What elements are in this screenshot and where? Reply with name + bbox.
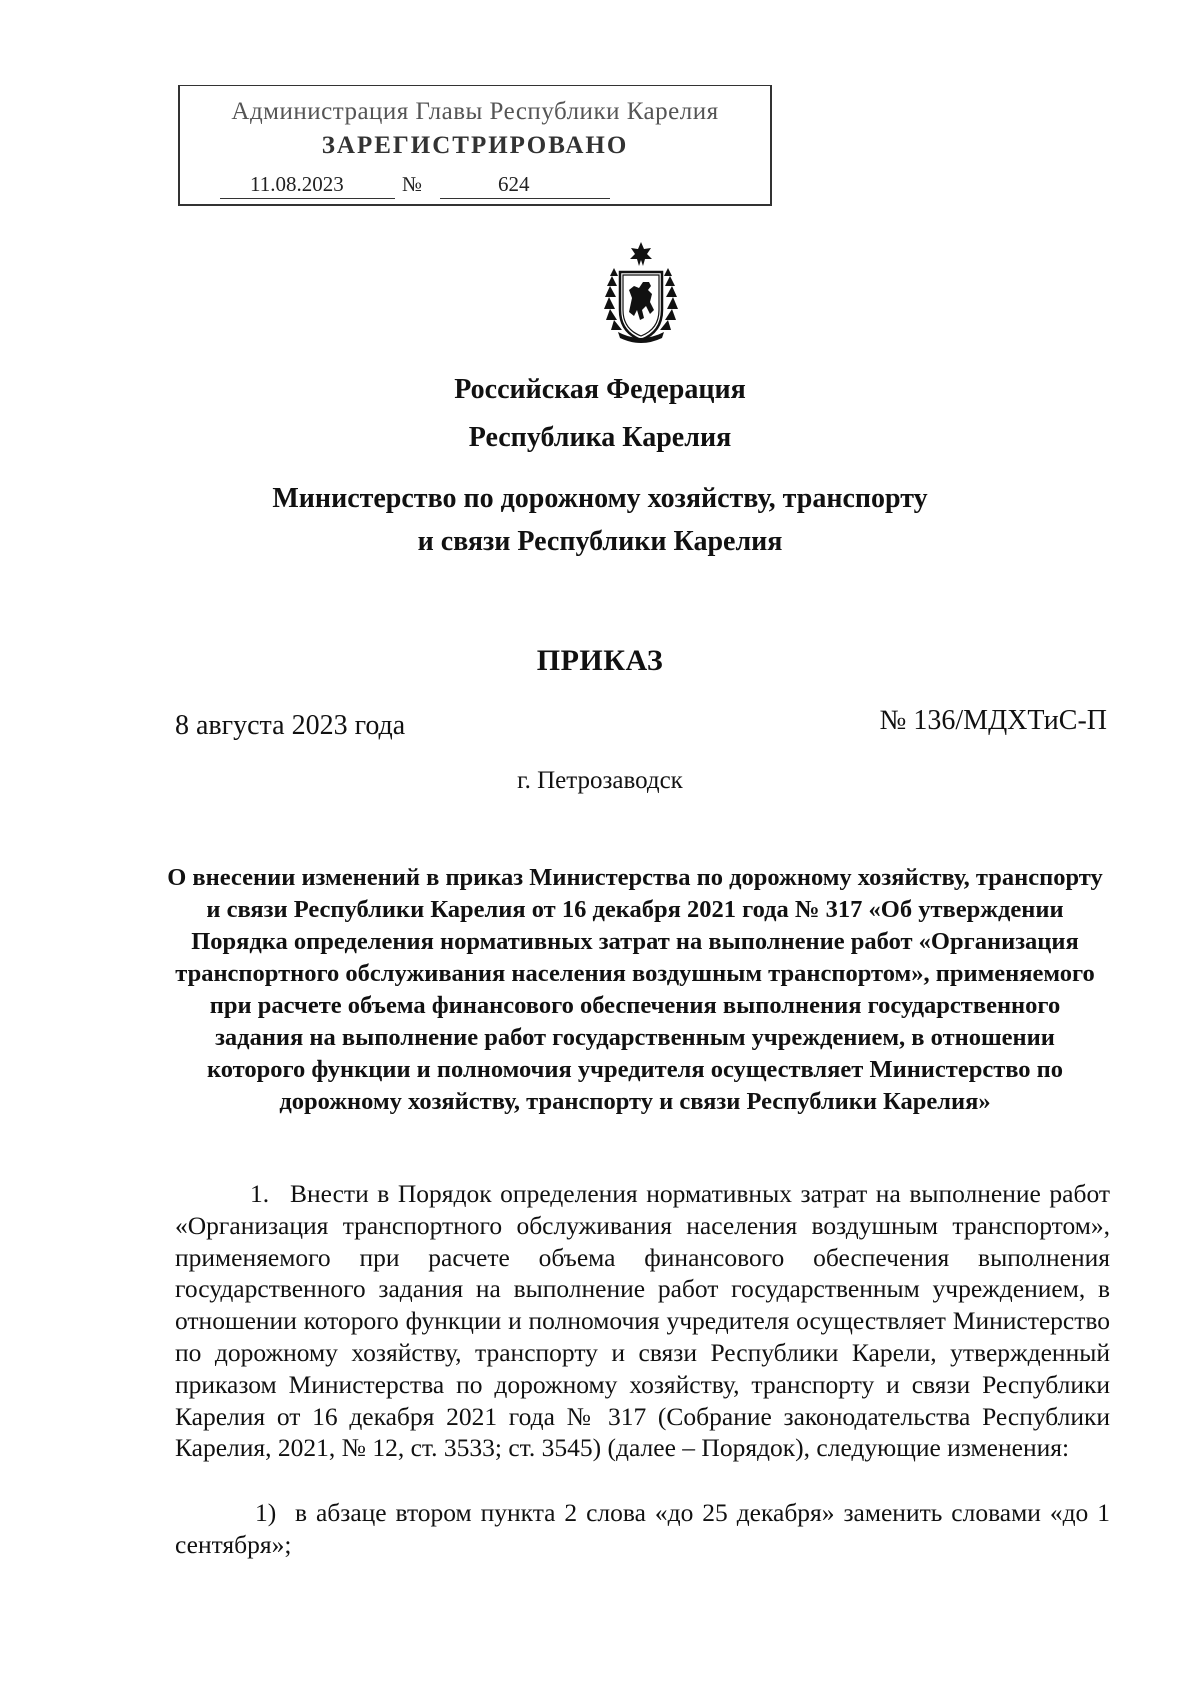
item-1-number: 1.	[250, 1179, 270, 1208]
document-type: ПРИКАЗ	[536, 644, 664, 677]
paragraph-subitem-1	[175, 1497, 1110, 1561]
stamp-date-underline	[220, 198, 395, 199]
stamp-status: ЗАРЕГИСТРИРОВАНО	[321, 132, 629, 159]
stamp-authority: Администрация Главы Республики Карелия	[231, 98, 719, 125]
item-1-text: Внести в Порядок определения нормативных затрат на выполнение работ «Организация транспортного обслуживания населения воздушным транспортом», применяемого при расчете объема финансового обеспечения выполнения государственного задания на выполнение работ государственным учреждением, в отношении которого функции и полномочия учредителя осуществляет Министерство по дорожному хозяйству, транспорту и связи Республики Карели, утвержденный приказом Министерства по дорожному хозяйству, транспорту и связи Республики Карелия от 16 декабря 2021 года № 317 (Собрание законодательства Республики Карелия, 2021, № 12, ст. 3533; ст. 3545) (далее – Порядок), следующие изменения:	[175, 1179, 1110, 1463]
ministry-title-line1: Министерство по дорожному хозяйству, транспорту	[272, 483, 928, 514]
country-title: Российская Федерация	[454, 374, 746, 405]
karelia-coat-of-arms-icon	[596, 240, 686, 348]
subitem-1-number: 1)	[255, 1498, 277, 1527]
order-subject: О внесении изменений в приказ Министерства по дорожному хозяйству, транспорту и связи Республики Карелия от 16 декабря 2021 года № 317 «Об утверждении Порядка определения нормативных затрат на выполнение работ «Организация транспортного обслуживания населения воздушным транспортом», применяемого при расчете объема финансового обеспечения выполнения государственного задания на выполнение работ государственным учреждением, в отношении которого функции и полномочия учредителя осуществляет Министерство по дорожному хозяйству, транспорту и связи Республики Карелия»	[167, 864, 1103, 1115]
order-city: г. Петрозаводск	[517, 767, 683, 794]
paragraph-item-1	[175, 1178, 1110, 1464]
stamp-number: 624	[498, 172, 530, 196]
order-date: 8 августа 2023 года	[175, 710, 406, 741]
order-number: № 136/МДХТиС-П	[879, 705, 1107, 736]
registration-stamp	[178, 85, 772, 206]
stamp-number-sign: №	[402, 172, 423, 196]
stamp-date: 11.08.2023	[250, 172, 344, 196]
republic-title: Республика Карелия	[468, 422, 732, 453]
stamp-number-underline	[440, 198, 610, 199]
subitem-1-text: в абзаце втором пункта 2 слова «до 25 декабря» заменить словами «до 1 сентября»;	[175, 1498, 1110, 1559]
ministry-title-line2: и связи Республики Карелия	[417, 526, 783, 557]
